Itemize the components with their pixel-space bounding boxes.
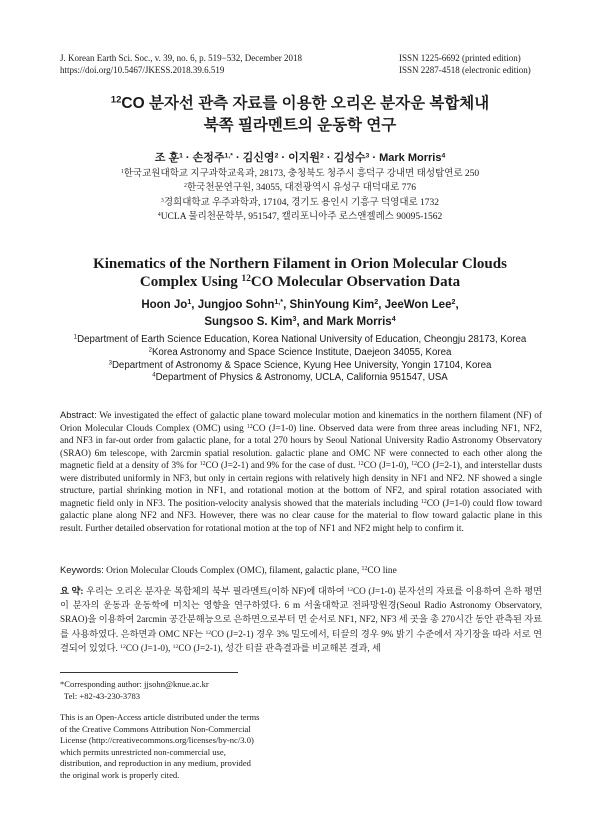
footnote-divider — [60, 672, 238, 673]
affiliation-mark: 1 — [120, 168, 124, 175]
isotope-mark: 12 — [420, 498, 427, 505]
korean-abstract-body — [60, 586, 542, 653]
author-affiliation-mark: 1,* — [274, 298, 284, 307]
author-separator: , — [455, 299, 459, 311]
author-name: JeeWon Lee — [384, 299, 452, 311]
author-name: Mark Morris — [326, 316, 392, 328]
isotope-mark: 12 — [120, 643, 126, 650]
license-note: This is an Open-Access article distributed under the terms of the Creative Commons Attribution Non-Commercial License (http://creativecommons.org/licenses/by-nc/3.0) which permits unrestricted non-commercial use, distribution, and reproduction in any medium, provided the original work is properly cited. — [60, 712, 260, 780]
author-separator: · — [278, 152, 289, 164]
issn-print: ISSN 1225-6692 (printed edition) — [399, 53, 521, 63]
text-run: CO (J=1-0) could flow toward galactic plane along NF2 and NF3. However, there was no clear cause for the material to flow toward galactic plane in this result. Further detailed observation for rotational motion at the top of NF1 and NF2 might help to confirm it. — [60, 498, 543, 534]
affiliation-mark: 3 — [108, 360, 112, 367]
affiliation-mark: 4 — [152, 373, 156, 380]
english-authors-line1 — [0, 297, 600, 314]
keywords-label: Keywords: — [60, 564, 104, 575]
author-separator: · — [232, 152, 243, 164]
korean-abstract-label: 요 약: — [60, 586, 84, 596]
author-affiliation-mark: 3 — [365, 152, 370, 160]
english-abstract — [60, 409, 542, 535]
author-name: Mark Morris — [379, 152, 442, 164]
isotope-mark: 12 — [199, 460, 206, 467]
affiliation-mark: 2 — [148, 347, 152, 354]
abstract-body — [60, 411, 542, 534]
text-run: CO (J=1-0), — [125, 642, 173, 653]
affiliation-mark: 1 — [73, 334, 78, 341]
author-affiliation-mark: 2 — [374, 298, 379, 307]
affiliation-mark: 4 — [157, 211, 161, 218]
english-authors-line2 — [0, 314, 600, 331]
affiliation-mark: 3 — [160, 197, 164, 204]
korean-title — [0, 93, 600, 137]
isotope-mark: 12 — [246, 423, 253, 430]
text-run: CO (J=2-1), 성간 티끌 관측결과를 비교해본 결과, 세 — [178, 642, 381, 653]
affiliation-line — [0, 181, 600, 195]
text-run: CO (J=2-1), and interstellar dusts were distributed uniformly in NF3, but only in certain regions with relatively high density in NF1 and NF2. NF showed a single structure, partial shrinking motion in NF1, and rotational motion at the bottom of NF2, and spiral rotation associated with magnetic field only in NF3. The position-velocity analysis showed that the materials including — [60, 461, 542, 509]
english-title-line2: Complex Using $^{12}$CO Molecular Observation Data — [139, 273, 461, 290]
affiliation-line — [0, 372, 600, 385]
text-run: CO (J=2-1) 경우 3% 밀도에서, 티끌의 경우 9% 밝기 수준에서 자기장을 따라 서로 연결되어 있었다. — [60, 628, 542, 653]
text-run: CO (J=1-0) 분자선의 자료를 이용하여 은하 평면이 분자의 운동과 운동학에 미치는 영향을 연구하였다. 6 m 서울대학교 전파망원경(Seoul Radio Astronomy Observatory, SRAO)을 이용하여 2arcmin 공간분해능으로 은하면으로부터 먼 순서로 NF1, NF2, NF3 세 곳을 총 270시간 동안 관측된 자료를 사용하였다. 은하면과 OMC NF는 — [60, 586, 542, 639]
text-run: CO (J=1-0) line. Observed data were from three areas including NF1, NF2, and NF3 in far-out order from galactic plane, for a total 270 hours by Seoul National University Radio Astronomy Observatory (SRAO) 6m telescope, with 2arcmin spatial resolution. galactic plane and OMC NF were connected to each other along the magnetic field at a density of 3% for — [60, 423, 542, 471]
author-name: 김신영 — [242, 152, 275, 164]
author-separator: , — [191, 299, 198, 311]
text-run: CO (J=1-0), — [363, 461, 412, 471]
doi-link[interactable]: https://doi.org/10.5467/JKESS.2018.39.6.519 — [60, 65, 225, 75]
isotope-mark: 12 — [411, 460, 418, 467]
affiliation-line — [0, 334, 600, 347]
korean-title-line1: $^{12}$CO 분자선 관측 자료를 이용한 오리온 분자운 복합체내 — [110, 94, 490, 112]
journal-citation: J. Korean Earth Sci. Soc., v. 39, no. 6, p. 519−532, December 2018 — [60, 53, 302, 63]
author-separator: · — [323, 152, 334, 164]
affiliation-line — [0, 360, 600, 373]
korean-authors — [0, 149, 600, 165]
issn-block — [399, 52, 531, 76]
author-affiliation-mark: 4 — [441, 152, 446, 160]
affiliation-text: Department of Earth Science Education, Korea National University of Education, Cheongju 28173, Korea — [77, 334, 527, 345]
affiliation-text: 한국천문연구원, 34055, 대전광역시 유성구 대덕대로 776 — [186, 183, 416, 194]
isotope-mark: 12 — [357, 460, 364, 467]
keywords: Keywords: Orion Molecular Clouds Complex (OMC), filament, galactic plane, $^{12}$CO line — [60, 564, 397, 576]
author-name: 조 훈 — [154, 152, 180, 164]
author-separator: · — [182, 152, 193, 164]
author-affiliation-mark: 1 — [179, 152, 183, 160]
author-name: Jungjoo Sohn — [197, 299, 275, 311]
author-name: 손정주 — [192, 152, 225, 164]
affiliation-line — [0, 167, 600, 181]
affiliation-text: 한국교원대학교 지구과학교육과, 28173, 충청북도 청주시 흥덕구 강내면 태성탑연로 250 — [123, 169, 480, 179]
author-name: Hoon Jo — [141, 299, 188, 311]
text-run: CO (J=2-1) and 9% for the case of dust. — [205, 461, 358, 471]
author-separator: , — [283, 299, 290, 311]
affiliation-text: Korea Astronomy and Space Science Institute, Daejeon 34055, Korea — [151, 346, 452, 358]
author-affiliation-mark: 1,* — [224, 152, 233, 160]
author-separator: , — [378, 299, 385, 311]
author-affiliation-mark: 2 — [274, 152, 279, 160]
corresponding-email: *Corresponding author: jjsohn@knue.ac.kr — [60, 679, 209, 689]
author-separator: · — [369, 152, 380, 164]
text-run: We investigated the effect of galactic plane toward molecular motion and kinematics in the northern filament (NF) of Orion Molecular Clouds Complex (OMC) using — [60, 411, 542, 434]
author-affiliation-mark: 4 — [391, 315, 396, 324]
author-separator: , and — [296, 316, 327, 328]
author-name: 김성수 — [333, 152, 366, 164]
korean-affiliations — [0, 167, 600, 225]
isotope-mark: 12 — [205, 629, 212, 636]
author-affiliation-mark: 3 — [292, 315, 297, 324]
isotope-mark: 12 — [347, 586, 353, 593]
korean-title-line2: 북쪽 필라멘트의 운동학 연구 — [203, 117, 397, 134]
affiliation-text: Department of Astronomy & Space Science, Kyung Hee University, Yongin 17104, Korea — [111, 359, 492, 371]
affiliation-line — [0, 210, 600, 224]
isotope-mark: 12 — [172, 643, 179, 650]
author-name: ShinYoung Kim — [289, 299, 375, 311]
author-affiliation-mark: 1 — [187, 298, 192, 307]
affiliation-text: Department of Physics & Astronomy, UCLA, California 951547, USA — [155, 372, 448, 384]
corresponding-author — [60, 679, 209, 702]
author-name: 이지원 — [288, 152, 321, 164]
author-affiliation-mark: 2 — [451, 298, 456, 307]
journal-header — [60, 52, 302, 76]
affiliation-text: UCLA 물리천문학부, 951547, 캘리포니아주 로스앤젤레스 90095-1562 — [160, 212, 443, 223]
korean-abstract — [60, 584, 542, 655]
affiliation-line — [0, 347, 600, 360]
corresponding-tel: Tel: +82-43-230-3783 — [64, 690, 141, 701]
affiliation-line — [0, 196, 600, 210]
author-name: Sungsoo S. Kim — [204, 316, 293, 328]
text-run: 우리는 오리온 분자운 복합체의 북부 필라멘트(이하 NF)에 대하여 — [83, 586, 348, 596]
english-title-line1: Kinematics of the Northern Filament in Orion Molecular Clouds — [93, 256, 507, 272]
abstract-label: Abstract: — [60, 410, 97, 420]
english-title — [0, 255, 600, 291]
affiliation-text: 경희대학교 우주과학과, 17104, 경기도 용인시 기흥구 덕영대로 1732 — [163, 197, 440, 208]
english-authors — [0, 297, 600, 331]
english-affiliations — [0, 334, 600, 385]
author-affiliation-mark: 2 — [320, 152, 324, 160]
affiliation-mark: 2 — [184, 183, 187, 190]
issn-electronic: ISSN 2287-4518 (electronic edition) — [399, 65, 531, 75]
